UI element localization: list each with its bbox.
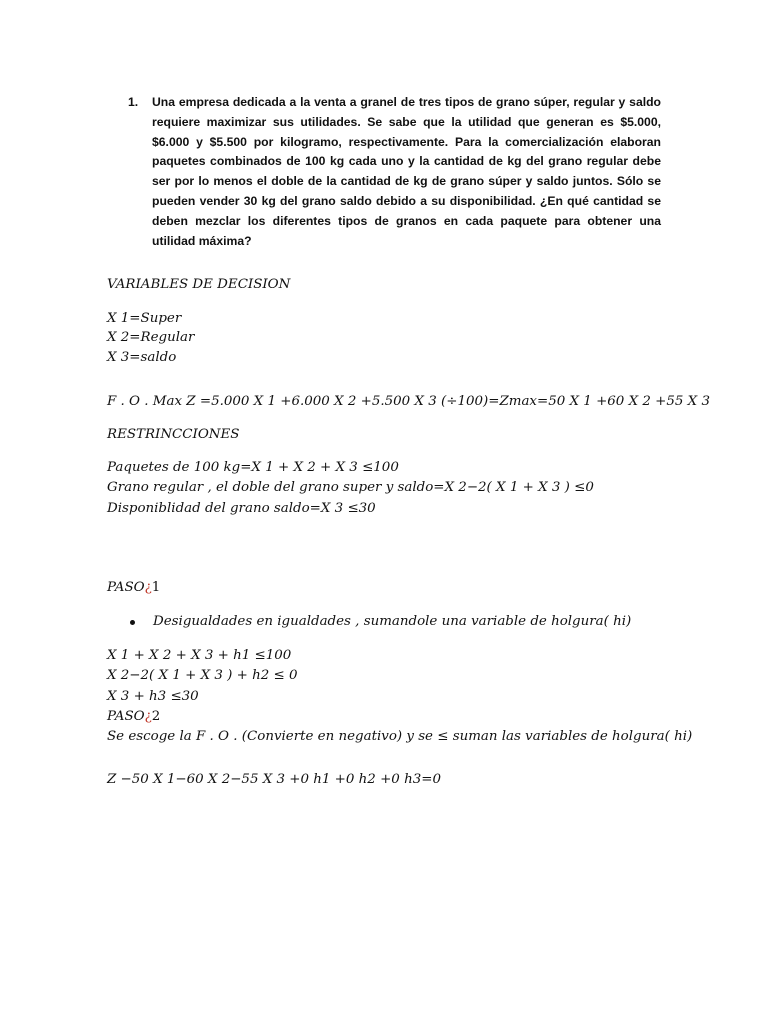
restriction-saldo: Disponiblidad del grano saldo=X 3 ≤30: [107, 501, 376, 516]
paso1-equation-1: X 1 + X 2 + X 3 + h1 ≤100: [107, 648, 292, 663]
paso1-glyph: ¿: [144, 580, 152, 595]
bullet-dot-icon: [130, 620, 135, 625]
paso2-glyph: ¿: [144, 709, 152, 724]
paso2-number: 2: [151, 709, 161, 724]
paso1-heading: [107, 580, 160, 595]
problem-text: Una empresa dedicada a la venta a granel de tres tipos de grano súper, regular y saldo requiere maximizar sus utilidades. Se sabe que la utilidad que generan es $5.000, $6.000 y $5.500 por kilogramo, respectivamente. Para la comercialización elaboran paquetes combinados de 100 kg cada uno y la cantidad de kg del grano regular debe ser por lo menos el doble de la cantidad de kg de grano súper y saldo juntos. Sólo se pueden vender 30 kg del grano saldo debido a su disponibilidad. ¿En qué cantidad se deben mezclar los diferentes tipos de granos en cada paquete para obtener una utilidad máxima?: [152, 95, 661, 248]
restriction-packages: Paquetes de 100 kg=X 1 + X 2 + X 3 ≤100: [107, 460, 399, 475]
restriction-regular: Grano regular , el doble del grano super y saldo=X 2−2( X 1 + X 3 ) ≤0: [107, 480, 594, 495]
problem-statement: [128, 93, 661, 251]
variable-x2: X 2=Regular: [107, 330, 195, 345]
paso1-equation-2: X 2−2( X 1 + X 3 ) + h2 ≤ 0: [107, 668, 298, 683]
paso1-bullet-text: Desigualdades en igualdades , sumandole una variable de holgura( hi): [153, 614, 632, 629]
variable-x3: X 3=saldo: [107, 350, 177, 365]
paso1-equation-3: X 3 + h3 ≤30: [107, 689, 199, 704]
paso2-heading: [107, 709, 160, 724]
variables-heading: VARIABLES DE DECISION: [107, 277, 291, 292]
objective-function: F . O . Max Z =5.000 X 1 +6.000 X 2 +5.500 X 3 (÷100)=Zmax=50 X 1 +60 X 2 +55 X 3: [107, 394, 710, 409]
variable-x1: X 1=Super: [107, 311, 182, 326]
paso2-label: PASO: [107, 709, 145, 724]
paso1-label: PASO: [107, 580, 145, 595]
problem-number: 1.: [128, 95, 139, 109]
restrictions-heading: RESTRINCCIONES: [107, 427, 240, 442]
paso2-text: Se escoge la F . O . (Convierte en negativo) y se ≤ suman las variables de holgura( hi): [107, 729, 693, 744]
paso2-equation: Z −50 X 1−60 X 2−55 X 3 +0 h1 +0 h2 +0 h3=0: [107, 772, 441, 787]
paso1-number: 1: [151, 580, 161, 595]
